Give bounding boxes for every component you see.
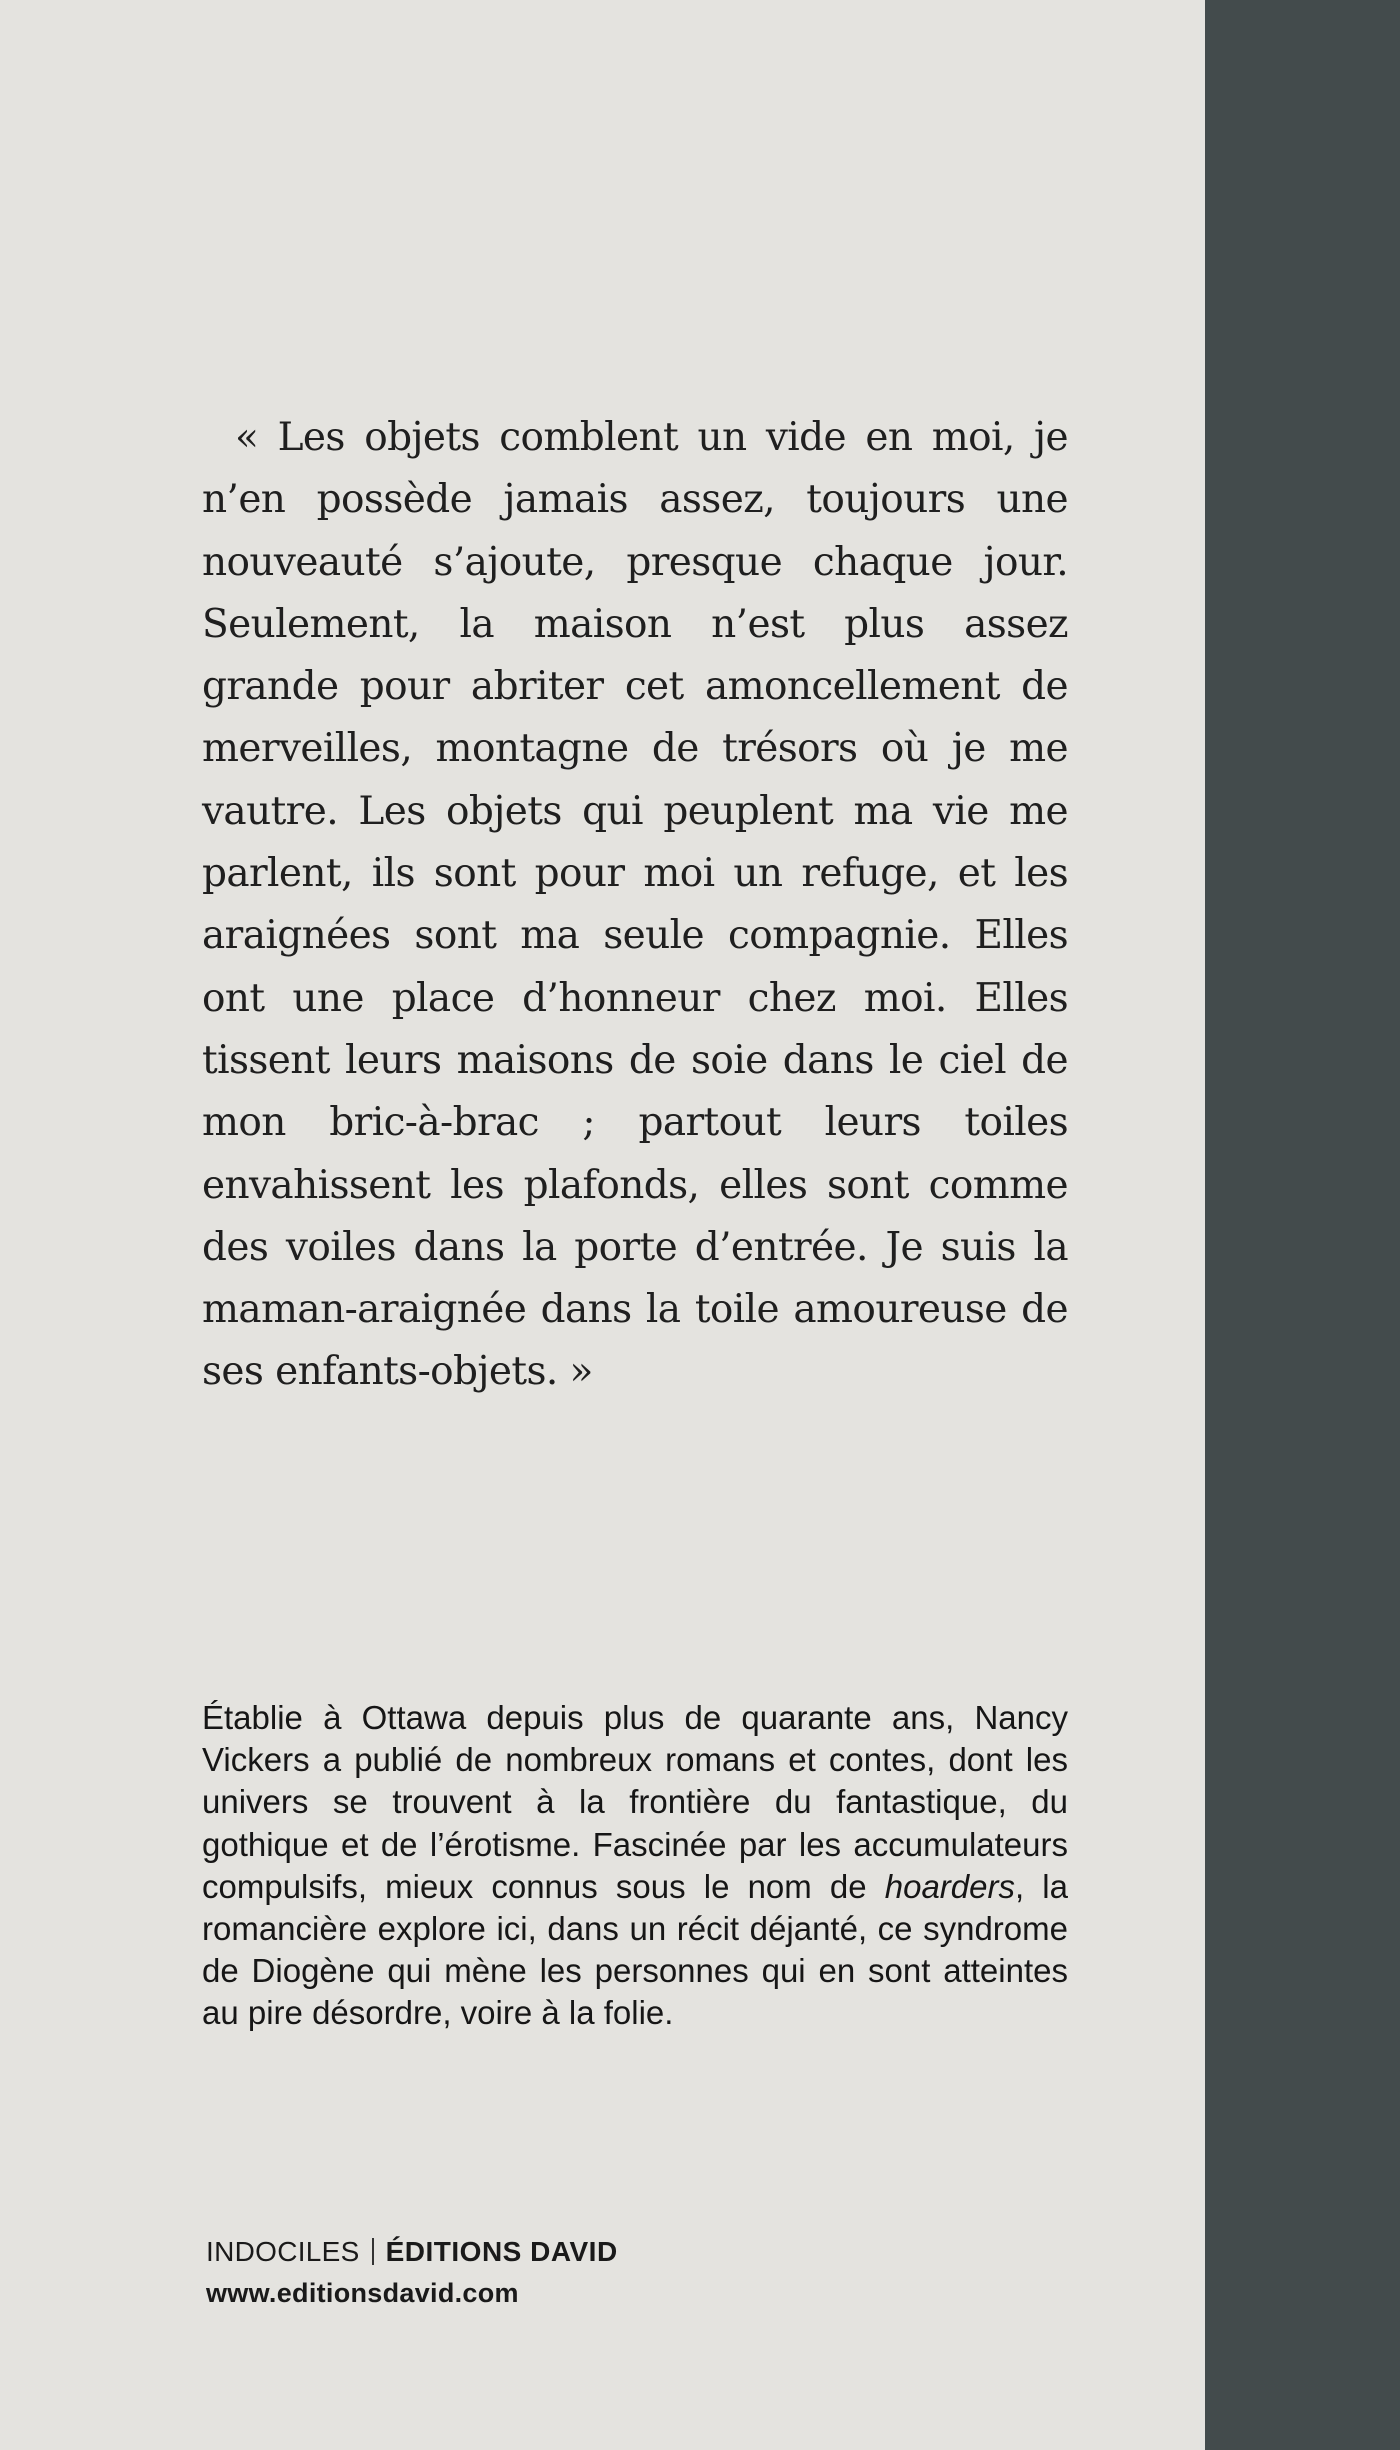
publisher-website: www.editionsdavid.com <box>206 2278 519 2308</box>
publisher-name: ÉDITIONS DAVID <box>385 2236 618 2267</box>
spine-band <box>1205 0 1400 2450</box>
excerpt-quote: « Les objets comblent un vide en moi, je n’en possède jamais assez, toujours une nouveauté s’ajoute, presque chaque jour. Seulement, la maison n’est plus assez grande pour abriter cet amoncellement de merveilles, montagne de trésors où je me vautre. Les objets qui peuplent ma vie me parlent, ils sont pour moi un refuge, et les araignées sont ma seule compagnie. Elles ont une place d’honneur chez moi. Elles tissent leurs maisons de soie dans le ciel de mon bric-à-brac ; partout leurs toiles envahissent les plafonds, elles sont comme des voiles dans la porte d’entrée. Je suis la maman-araignée dans la toile amoureuse de ses enfants-objets. » <box>202 415 1068 1395</box>
imprint <box>206 2235 618 2269</box>
bio-italic-term: hoarders <box>884 1867 1015 1905</box>
bio-text-start: Établie à Ottawa depuis plus de quarante ans, Nancy Vickers a publié de nombreux romans et contes, dont les univers se trouvent à la frontière du fantastique, du gothique et de l’érotisme. Fascinée par les accumulateurs compulsifs, mieux connus sous le nom de <box>202 1699 1068 1905</box>
imprint-divider <box>372 2238 374 2265</box>
collection-name: INDOCILES <box>206 2236 360 2267</box>
author-bio <box>202 1697 1068 2035</box>
bio-text-end: , la romancière explore ici, dans un récit déjanté, ce syndrome de Diogène qui mène les personnes qui en sont atteintes au pire désordre, voire à la folie. <box>202 1867 1068 2032</box>
